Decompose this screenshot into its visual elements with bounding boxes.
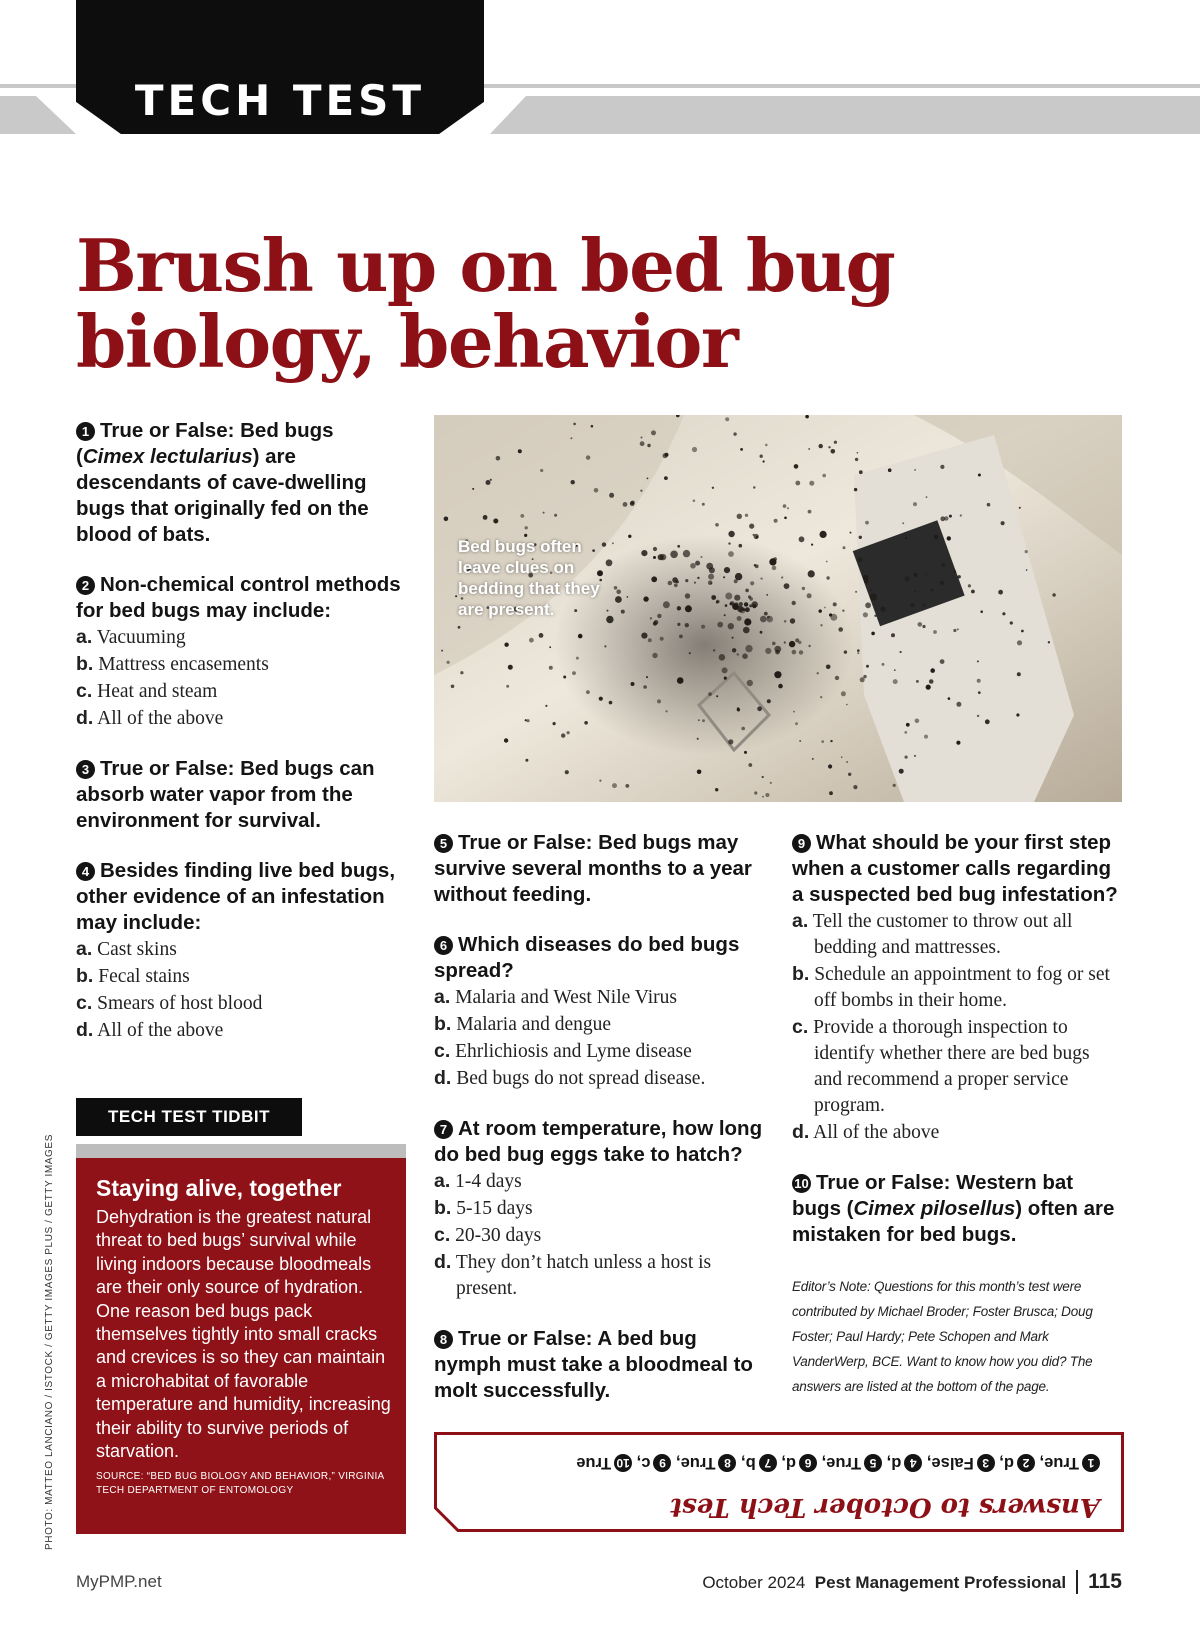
option-item: b. Mattress encasements	[76, 653, 269, 675]
question-number-badge: 7	[434, 1120, 453, 1139]
option-item: a. 1-4 days	[434, 1170, 522, 1192]
option-item: b. Fecal stains	[76, 965, 190, 987]
tidbit-source: SOURCE: “BED BUG BIOLOGY AND BEHAVIOR,” VIRGINIA TECH DEPARTMENT OF ENTOMOLOGY	[96, 1471, 384, 1496]
photo-credit: PHOTO: MATTEO LANCIANO / ISTOCK / GETTY IMAGES PLUS / GETTY IMAGES	[44, 1134, 55, 1550]
photo-caption: Bed bugs often leave clues on bedding that they are present.	[458, 537, 600, 619]
tidbit-title: Staying alive, together	[96, 1175, 342, 1201]
question-6	[434, 932, 764, 1092]
question-4	[76, 858, 406, 1044]
page-number: 115	[1088, 1570, 1122, 1593]
headline-line-1: Brush up on bed bug	[76, 223, 895, 308]
option-list	[434, 1168, 764, 1302]
headline-line-2: biology, behavior	[76, 299, 738, 384]
option-item: a. Tell the customer to throw out all bedding and mattresses.	[792, 910, 1073, 958]
option-list	[434, 984, 764, 1092]
option-item: d. Bed bugs do not spread disease.	[434, 1067, 706, 1089]
option-item: a. Vacuuming	[76, 626, 186, 648]
option-item: d. They don’t hatch unless a host is present.	[434, 1251, 712, 1299]
question-number-badge: 4	[76, 862, 95, 881]
headline	[76, 223, 1076, 384]
option-list	[792, 908, 1122, 1146]
footer-site: MyPMP.net	[76, 1572, 162, 1591]
question-text: True or False: Bed bugs may survive several months to a year without feeding.	[434, 831, 752, 906]
tidbit-label: TECH TEST TIDBIT	[76, 1098, 302, 1136]
question-text: At room temperature, how long do bed bug eggs take to hatch?	[434, 1117, 763, 1166]
question-number-badge: 2	[76, 576, 95, 595]
species-name: Cimex pilosellus	[853, 1197, 1016, 1220]
option-item: c. 20-30 days	[434, 1224, 542, 1246]
question-10: 10 True or False: Western bat bugs (Cimex pilosellus) often are mistaken for bed bugs.	[792, 1171, 1115, 1246]
option-item: c. Ehrlichiosis and Lyme disease	[434, 1040, 692, 1062]
question-text: What should be your first step when a customer calls regarding a suspected bed bug infestation?	[792, 831, 1118, 906]
tidbit-body: Dehydration is the greatest natural threat to bed bugs’ survival while living indoors because bloodmeals are their only source of hydration. One reason bed bugs pack themselves tightly into small cracks and crevices is so they can maintain a microhabitat of favorable temperature and humidity, increasing their ability to survive periods of starvation.	[96, 1207, 391, 1462]
option-item: d. All of the above	[76, 707, 224, 729]
section-title: TECH TEST	[134, 76, 426, 125]
option-item: c. Smears of host blood	[76, 992, 263, 1014]
question-1: 1 True or False: Bed bugs (Cimex lectularius) are descendants of cave-dwelling bugs that originally fed on the blood of bats.	[76, 419, 369, 546]
question-column-3	[792, 830, 1122, 1272]
editors-note: Editor’s Note: Questions for this month’s test were contributed by Michael Broder; Foster Brusca; Doug Foster; Paul Hardy; Pete Schopen and Mark VanderWerp, BCE. Want to know how you did? The answers are listed at the bottom of the page.	[792, 1279, 1093, 1394]
question-number-badge: 3	[76, 760, 95, 779]
option-item: b. 5-15 days	[434, 1197, 533, 1219]
footer-magazine: Pest Management Professional	[814, 1573, 1067, 1592]
option-list	[76, 936, 406, 1044]
question-8	[434, 1326, 764, 1404]
question-number-badge: 1	[76, 422, 95, 441]
question-2	[76, 572, 406, 732]
question-column-2	[434, 830, 764, 1428]
footer-folio	[680, 1570, 1122, 1594]
question-text: Which diseases do bed bugs spread?	[434, 933, 740, 982]
option-item: b. Schedule an appointment to fog or set off bombs in their home.	[792, 963, 1110, 1011]
question-number-badge: 10	[792, 1174, 811, 1193]
option-item: b. Malaria and dengue	[434, 1013, 612, 1035]
option-item: c. Heat and steam	[76, 680, 218, 702]
option-item: a. Malaria and West Nile Virus	[434, 986, 677, 1008]
question-text: True or False: Bed bugs can absorb water vapor from the environment for survival.	[76, 757, 375, 832]
question-number-badge: 5	[434, 834, 453, 853]
answers-list: 1True, 2d, 3False, 4d, 5True, 6d, 7b, 8True, 9c, 10True	[576, 1453, 1100, 1472]
option-item: d. All of the above	[76, 1019, 224, 1041]
footer-date: October 2024	[702, 1573, 806, 1592]
species-name: Cimex lectularius	[82, 445, 253, 468]
option-list	[76, 624, 406, 732]
answers-title: Answers to October Tech Test	[670, 1492, 1100, 1522]
question-text: True or False: A bed bug nymph must take a bloodmeal to molt successfully.	[434, 1327, 753, 1402]
question-7	[434, 1116, 764, 1302]
question-5	[434, 830, 764, 908]
question-number-badge: 9	[792, 834, 811, 853]
question-3	[76, 756, 406, 834]
tidbit-divider	[76, 1144, 406, 1158]
option-item: d. All of the above	[792, 1121, 940, 1143]
question-column-1	[76, 418, 406, 1068]
answers-box	[434, 1432, 1124, 1532]
question-text: Non-chemical control methods for bed bugs may include:	[76, 573, 401, 622]
option-item: c. Provide a thorough inspection to identify whether there are bed bugs and recommend a proper service program.	[792, 1016, 1090, 1116]
question-number-badge: 6	[434, 936, 453, 955]
question-number-badge: 8	[434, 1330, 453, 1349]
footer-separator	[1076, 1570, 1078, 1594]
question-9	[792, 830, 1122, 1146]
question-text: Besides finding live bed bugs, other evidence of an infestation may include:	[76, 859, 396, 934]
option-item: a. Cast skins	[76, 938, 177, 960]
